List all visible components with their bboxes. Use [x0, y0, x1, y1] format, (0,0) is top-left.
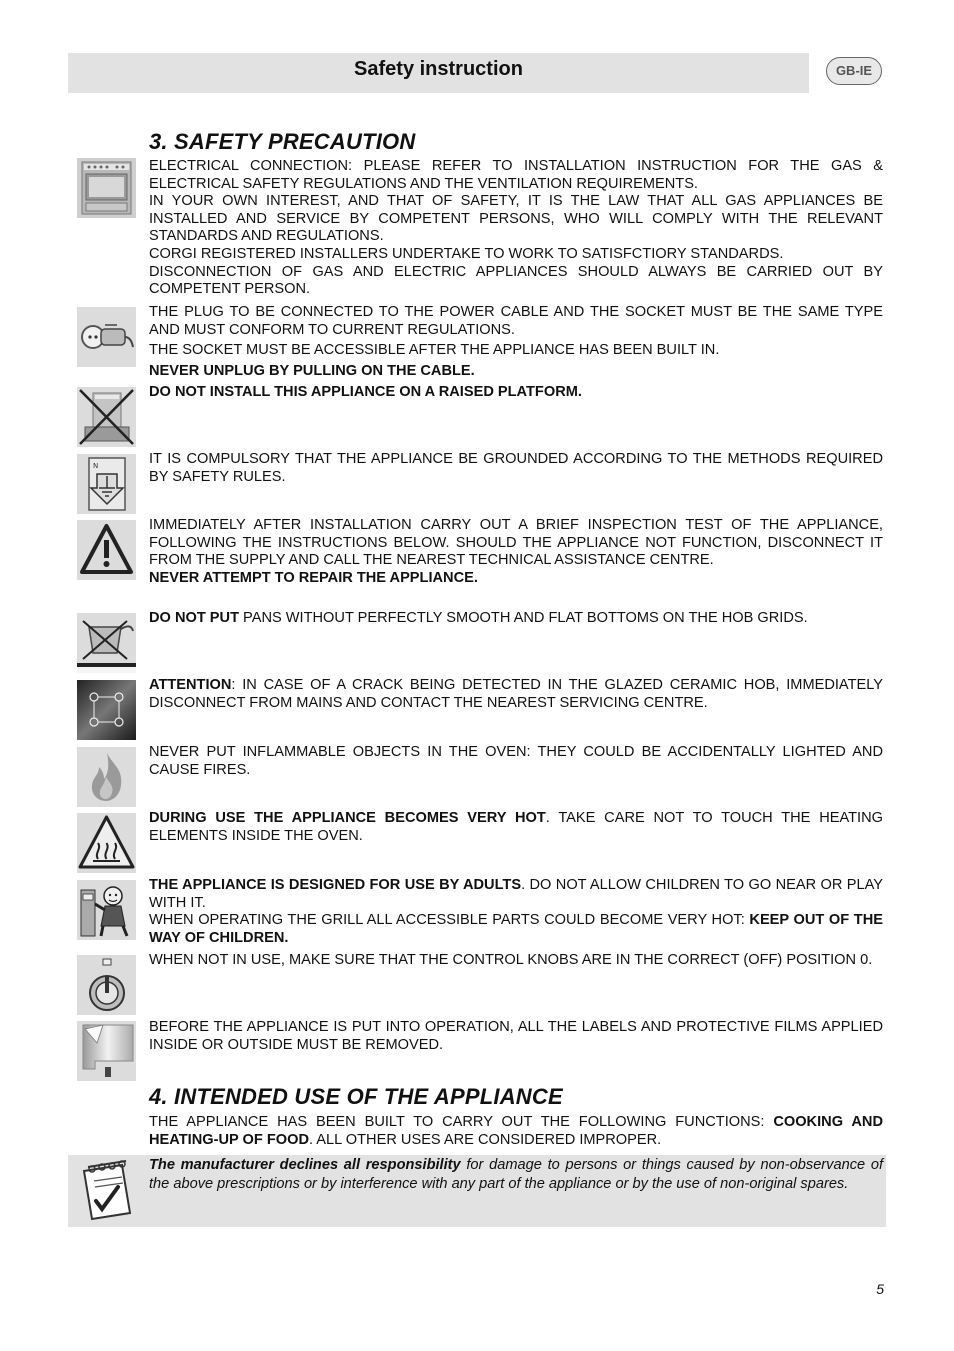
inspection-text	[149, 517, 883, 587]
language-badge: GB-IE	[826, 57, 882, 85]
intended-use-text	[149, 1114, 883, 1149]
bold-prefix: DO NOT PUT	[149, 610, 239, 626]
grounding-text: IT IS COMPULSORY THAT THE APPLIANCE BE GROUNDED ACCORDING TO THE METHODS REQUIRED BY SAFETY RULES.	[149, 451, 883, 485]
section-title-safety-precaution: 3. SAFETY PRECAUTION	[149, 129, 416, 154]
children-warning-text	[149, 877, 883, 947]
ceramic-hob-text	[149, 677, 883, 712]
ground-connection-icon	[77, 454, 136, 514]
electrical-connection-text	[149, 158, 883, 299]
paragraph: CORGI REGISTERED INSTALLERS UNDERTAKE TO WORK TO SATISFCTIORY STANDARDS.	[149, 245, 784, 262]
plug-socket-icon	[77, 307, 136, 367]
svg-text:N: N	[93, 462, 99, 470]
paragraph-text: . DO NOT ALLOW CHILDREN TO GO NEAR OR PLAY WITH IT.	[149, 877, 884, 911]
raised-platform-warning: DO NOT INSTALL THIS APPLIANCE ON A RAISED PLATFORM.	[149, 384, 582, 400]
paragraph: THE PLUG TO BE CONNECTED TO THE POWER CABLE AND THE SOCKET MUST BE THE SAME TYPE AND MUST CONFORM TO CURRENT REGULATIONS.	[149, 304, 883, 338]
warning-triangle-icon	[77, 520, 136, 580]
control-knobs-text: WHEN NOT IN USE, MAKE SURE THAT THE CONTROL KNOBS ARE IN THE CORRECT (OFF) POSITION 0.	[149, 952, 873, 968]
paragraph-text: THE APPLIANCE HAS BEEN BUILT TO CARRY OUT THE FOLLOWING FUNCTIONS:	[149, 1114, 774, 1130]
disclaimer-text	[149, 1156, 883, 1194]
paragraph-text: WHEN OPERATING THE GRILL ALL ACCESSIBLE PARTS COULD BECOME VERY HOT:	[149, 912, 750, 929]
children-warning-icon	[77, 880, 136, 940]
paragraph: DISCONNECTION OF GAS AND ELECTRIC APPLIANCES SHOULD ALWAYS BE CARRIED OUT BY COMPETENT PERSON.	[149, 263, 883, 298]
bold-prefix: THE APPLIANCE IS DESIGNED FOR USE BY ADULTS	[149, 877, 522, 893]
paragraph-text: . TAKE CARE NOT TO TOUCH THE HEATING ELEMENTS INSIDE THE OVEN.	[149, 810, 883, 844]
paragraph-text: PANS WITHOUT PERFECTLY SMOOTH AND FLAT BOTTOMS ON THE HOB GRIDS.	[239, 610, 808, 626]
control-knob-icon	[77, 955, 136, 1015]
paragraph: THE SOCKET MUST BE ACCESSIBLE AFTER THE APPLIANCE HAS BEEN BUILT IN.	[149, 342, 720, 359]
bold-warning: NEVER ATTEMPT TO REPAIR THE APPLIANCE.	[149, 569, 478, 586]
bold-prefix: DURING USE THE APPLIANCE BECOMES VERY HOT	[149, 810, 546, 826]
pans-warning-text	[149, 610, 883, 628]
bold-warning: KEEP OUT OF THE WAY OF CHILDREN.	[149, 912, 883, 946]
oven-appliance-icon	[77, 158, 136, 218]
plug-socket-text	[149, 304, 883, 380]
manual-check-icon	[70, 1157, 144, 1225]
bold-warning: NEVER UNPLUG BY PULLING ON THE CABLE.	[149, 362, 475, 379]
inflammable-text: NEVER PUT INFLAMMABLE OBJECTS IN THE OVEN: THEY COULD BE ACCIDENTALLY LIGHTED AND CAUSE FIRES.	[149, 744, 883, 778]
header-bar	[68, 53, 809, 93]
bold-prefix: ATTENTION	[149, 677, 232, 693]
no-raised-platform-icon	[77, 387, 136, 447]
hot-appliance-text	[149, 810, 883, 845]
hot-surface-icon	[77, 813, 136, 873]
protective-films-text: BEFORE THE APPLIANCE IS PUT INTO OPERATION, ALL THE LABELS AND PROTECTIVE FILMS APPLIED INSIDE OR OUTSIDE MUST BE REMOVED.	[149, 1019, 883, 1053]
no-uneven-pans-icon	[77, 613, 136, 673]
paragraph: IMMEDIATELY AFTER INSTALLATION CARRY OUT A BRIEF INSPECTION TEST OF THE APPLIANCE, FOLLOWING THE INSTRUCTIONS BELOW. SHOULD THE APPLIANCE NOT FUNCTION, DISCONNECT IT FROM THE SUPPLY AND CALL THE NEAREST TECHNICAL ASSISTANCE CENTRE.	[149, 517, 883, 569]
page-number: 5	[876, 1281, 884, 1297]
paragraph-text: for damage to persons or things caused by non-observance of the above prescriptions or by interference with any part of the appliance or by the use of non-original spares.	[149, 1157, 884, 1192]
bold-text: The manufacturer declines all responsibility	[149, 1157, 461, 1173]
paragraph: IN YOUR OWN INTEREST, AND THAT OF SAFETY, IT IS THE LAW THAT ALL GAS APPLIANCES BE INSTALLED AND SERVICE BY COMPETENT PERSONS, WHO WILL COMPLY WITH THE RELEVANT STANDARDS AND REGULATIONS.	[149, 193, 883, 245]
page-title: Safety instruction	[354, 58, 523, 80]
bold-text: COOKING AND HEATING-UP OF FOOD	[149, 1114, 884, 1148]
protective-film-icon	[77, 1021, 136, 1081]
paragraph-text: : IN CASE OF A CRACK BEING DETECTED IN THE GLAZED CERAMIC HOB, IMMEDIATELY DISCONNECT FROM MAINS AND CONTACT THE NEAREST SERVICING CENTRE.	[149, 677, 883, 711]
paragraph-text: . ALL OTHER USES ARE CONSIDERED IMPROPER.	[309, 1131, 662, 1148]
flame-icon	[77, 747, 136, 807]
paragraph: ELECTRICAL CONNECTION: PLEASE REFER TO INSTALLATION INSTRUCTION FOR THE GAS & ELECTRICAL SAFETY REGULATIONS AND THE VENTILATION REQUIREMENTS.	[149, 158, 883, 192]
section-title-intended-use: 4. INTENDED USE OF THE APPLIANCE	[149, 1084, 563, 1109]
ceramic-hob-icon	[77, 680, 136, 740]
